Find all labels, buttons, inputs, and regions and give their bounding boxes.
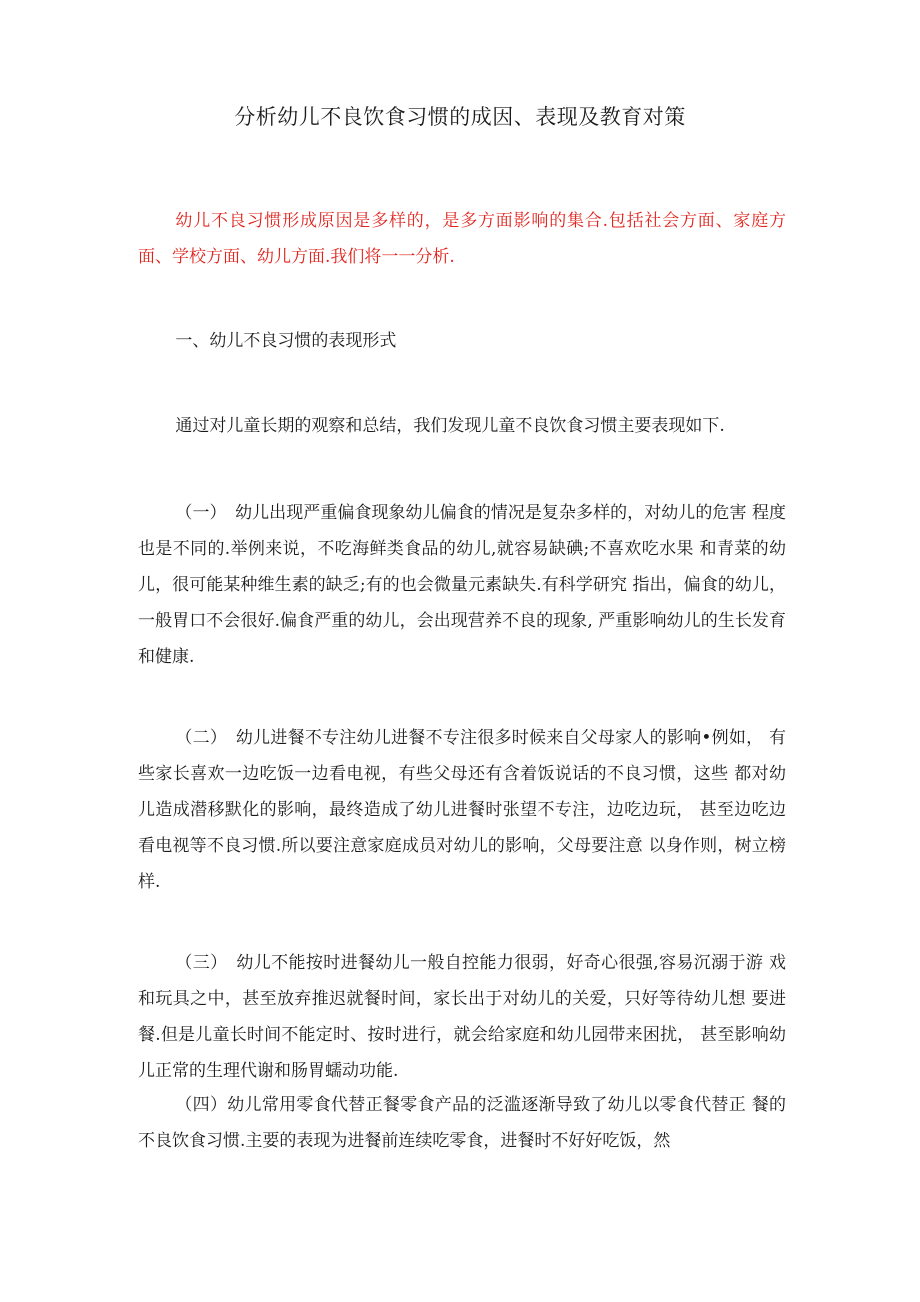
paragraph-2: （二） 幼儿进餐不专注幼儿进餐不专注很多时候来自父母家人的影响•例如， 有些家长喜欢一边吃饭一边看电视，有些父母还有含着饭说话的不良习惯，这些 都对幼儿造成潜移默化的影响，最终造成了幼儿进餐时张望不专注，边吃边玩， 甚至边吃边看电视等不良习惯.所以要注意家庭成员对幼儿的影响，父母要注意 以身作则，树立榜样. bbox=[138, 728, 786, 892]
document-title: 分析幼儿不良饮食习惯的成因、表现及教育对策 bbox=[234, 105, 686, 129]
paragraph-1: （一） 幼儿出现严重偏食现象幼儿偏食的情况是复杂多样的，对幼儿的危害 程度也是不同的.举例来说，不吃海鲜类食品的幼儿,就容易缺碘;不喜欢吃水果 和青菜的幼儿，很可能某种维生素的缺乏;有的也会微量元素缺失.有科学研究 指出，偏食的幼儿，一般胃口不会很好.偏食严重的幼儿，会出现营养不良的现象, 严重影响幼儿的生长发育和健康. bbox=[138, 503, 786, 667]
overview-paragraph: 通过对儿童长期的观察和总结，我们发现儿童不良饮食习惯主要表现如下. bbox=[175, 416, 725, 436]
paragraph-4: （四）幼儿常用零食代替正餐零食产品的泛滥逐渐导致了幼儿以零食代替正 餐的不良饮食习惯.主要的表现为进餐前连续吃零食，进餐时不好好吃饭，然 bbox=[138, 1095, 786, 1151]
paragraph-3: （三） 幼儿不能按时进餐幼儿一般自控能力很弱，好奇心很强,容易沉溺于游 戏和玩具之中，甚至放弃推迟就餐时间，家长出于对幼儿的关爱，只好等待幼儿想 要进餐.但是儿童长时间不能定时、按时进行，就会给家庭和幼儿园带来困扰， 甚至影响幼儿正常的生理代谢和肠胃蠕动功能. bbox=[138, 953, 786, 1081]
intro-paragraph: 幼儿不良习惯形成原因是多样的，是多方面影响的集合.包括社会方面、家庭方面、学校方面、幼儿方面.我们将一一分析. bbox=[138, 211, 786, 267]
section-heading: 一、幼儿不良习惯的表现形式 bbox=[175, 331, 397, 351]
